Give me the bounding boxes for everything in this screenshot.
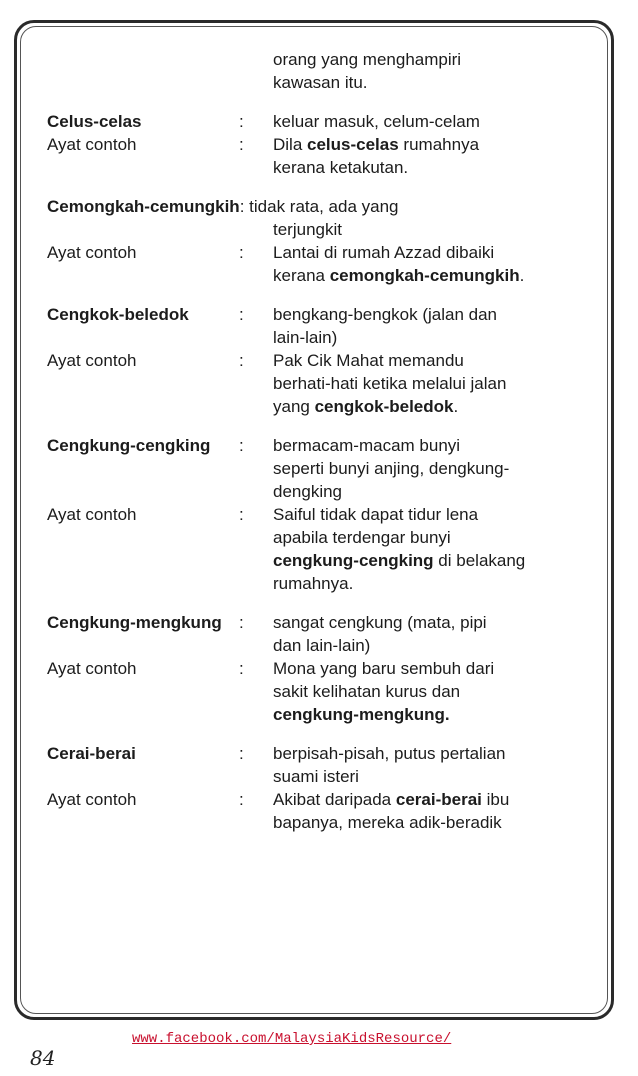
definition-text: lain-lain) bbox=[273, 328, 338, 347]
definition-text: dengking bbox=[273, 482, 343, 501]
entry-term-row bbox=[47, 303, 592, 326]
example-text: kerana ketakutan. bbox=[273, 158, 409, 177]
page-number: 84 bbox=[30, 1046, 56, 1070]
example-text: apabila terdengar bunyi bbox=[273, 528, 451, 547]
separator-colon: : bbox=[239, 613, 244, 632]
example-text: yang cengkok-beledok. bbox=[273, 397, 459, 416]
entry-term-row bbox=[47, 611, 592, 634]
definition-line bbox=[47, 326, 592, 349]
example-text: Lantai di rumah Azzad dibaiki bbox=[273, 243, 495, 262]
definition-text: suami isteri bbox=[273, 767, 359, 786]
definition-text: bermacam-macam bunyi bbox=[273, 436, 461, 455]
entry-term: Cengkok-beledok bbox=[47, 305, 189, 324]
example-line bbox=[47, 526, 592, 549]
separator-colon: : bbox=[239, 351, 244, 370]
example-line bbox=[47, 549, 592, 572]
entry-term-row bbox=[47, 742, 592, 765]
example-text: Saiful tidak dapat tidur lena bbox=[273, 505, 479, 524]
example-label: Ayat contoh bbox=[47, 351, 137, 370]
example-line bbox=[47, 811, 592, 834]
definition-line bbox=[47, 218, 592, 241]
example-line bbox=[47, 372, 592, 395]
separator-colon: : bbox=[239, 112, 244, 131]
entry-term: Celus-celas bbox=[47, 112, 142, 131]
example-line bbox=[47, 395, 592, 418]
example-text: sakit kelihatan kurus dan bbox=[273, 682, 461, 701]
separator-colon: : bbox=[239, 744, 244, 763]
definition-line bbox=[47, 457, 592, 480]
intro-line: kawasan itu. bbox=[273, 73, 368, 92]
entry-list bbox=[47, 94, 592, 834]
separator-colon: : bbox=[239, 197, 250, 216]
example-text: bapanya, mereka adik-beradik bbox=[273, 813, 502, 832]
example-row bbox=[47, 133, 592, 156]
example-text: kerana cemongkah-cemungkih. bbox=[273, 266, 525, 285]
definition-text: tidak rata, ada yang bbox=[249, 197, 399, 216]
definition-text: bengkang-bengkok (jalan dan bbox=[273, 305, 498, 324]
definition-text: seperti bunyi anjing, dengkung- bbox=[273, 459, 510, 478]
example-line bbox=[47, 680, 592, 703]
example-line bbox=[47, 264, 592, 287]
definition-line bbox=[47, 634, 592, 657]
example-text: Akibat daripada cerai-berai ibu bbox=[273, 790, 510, 809]
entry-term: Cemongkah-cemungkih bbox=[47, 197, 240, 216]
definition-line bbox=[47, 765, 592, 788]
example-row bbox=[47, 503, 592, 526]
example-label: Ayat contoh bbox=[47, 243, 137, 262]
intro-line: orang yang menghampiri bbox=[273, 50, 462, 69]
separator-colon: : bbox=[239, 436, 244, 455]
example-label: Ayat contoh bbox=[47, 505, 137, 524]
example-line bbox=[47, 703, 592, 726]
definition-text: sangat cengkung (mata, pipi bbox=[273, 613, 487, 632]
entry-term-row bbox=[47, 110, 592, 133]
example-row bbox=[47, 349, 592, 372]
dictionary-content bbox=[47, 48, 592, 834]
example-text: Mona yang baru sembuh dari bbox=[273, 659, 495, 678]
example-label: Ayat contoh bbox=[47, 659, 137, 678]
example-text: Pak Cik Mahat memandu bbox=[273, 351, 464, 370]
example-line bbox=[47, 156, 592, 179]
example-row bbox=[47, 241, 592, 264]
separator-colon: : bbox=[239, 243, 244, 262]
separator-colon: : bbox=[239, 790, 244, 809]
example-label: Ayat contoh bbox=[47, 135, 137, 154]
example-row bbox=[47, 788, 592, 811]
headword-emphasis: celus-celas bbox=[307, 135, 399, 154]
separator-colon: : bbox=[239, 305, 244, 324]
entry-term: Cerai-berai bbox=[47, 744, 136, 763]
definition-line bbox=[47, 480, 592, 503]
source-url[interactable]: www.facebook.com/MalaysiaKidsResource/ bbox=[132, 1031, 452, 1047]
headword-emphasis: cemongkah-cemungkih bbox=[329, 266, 520, 285]
entry-term-row bbox=[47, 434, 592, 457]
example-label: Ayat contoh bbox=[47, 790, 137, 809]
headword-emphasis: cengkung-mengkung. bbox=[273, 705, 450, 724]
example-text: rumahnya. bbox=[273, 574, 354, 593]
example-line bbox=[47, 572, 592, 595]
entry-term-row bbox=[47, 195, 592, 218]
definition-text: berpisah-pisah, putus pertalian bbox=[273, 744, 506, 763]
separator-colon: : bbox=[239, 135, 244, 154]
definition-text: keluar masuk, celum-celam bbox=[273, 112, 480, 131]
headword-emphasis: cengkok-beledok bbox=[314, 397, 454, 416]
example-text: cengkung-cengking di belakang bbox=[273, 551, 526, 570]
example-text: berhati-hati ketika melalui jalan bbox=[273, 374, 507, 393]
headword-emphasis: cerai-berai bbox=[395, 790, 482, 809]
definition-text: terjungkit bbox=[273, 220, 342, 239]
definition-text: dan lain-lain) bbox=[273, 636, 371, 655]
example-row bbox=[47, 657, 592, 680]
entry-term: Cengkung-cengking bbox=[47, 436, 211, 455]
example-text: Dila celus-celas rumahnya bbox=[273, 135, 480, 154]
entry-term: Cengkung-mengkung bbox=[47, 613, 222, 632]
headword-emphasis: cengkung-cengking bbox=[273, 551, 434, 570]
separator-colon: : bbox=[239, 505, 244, 524]
separator-colon: : bbox=[239, 659, 244, 678]
example-text bbox=[273, 703, 592, 726]
